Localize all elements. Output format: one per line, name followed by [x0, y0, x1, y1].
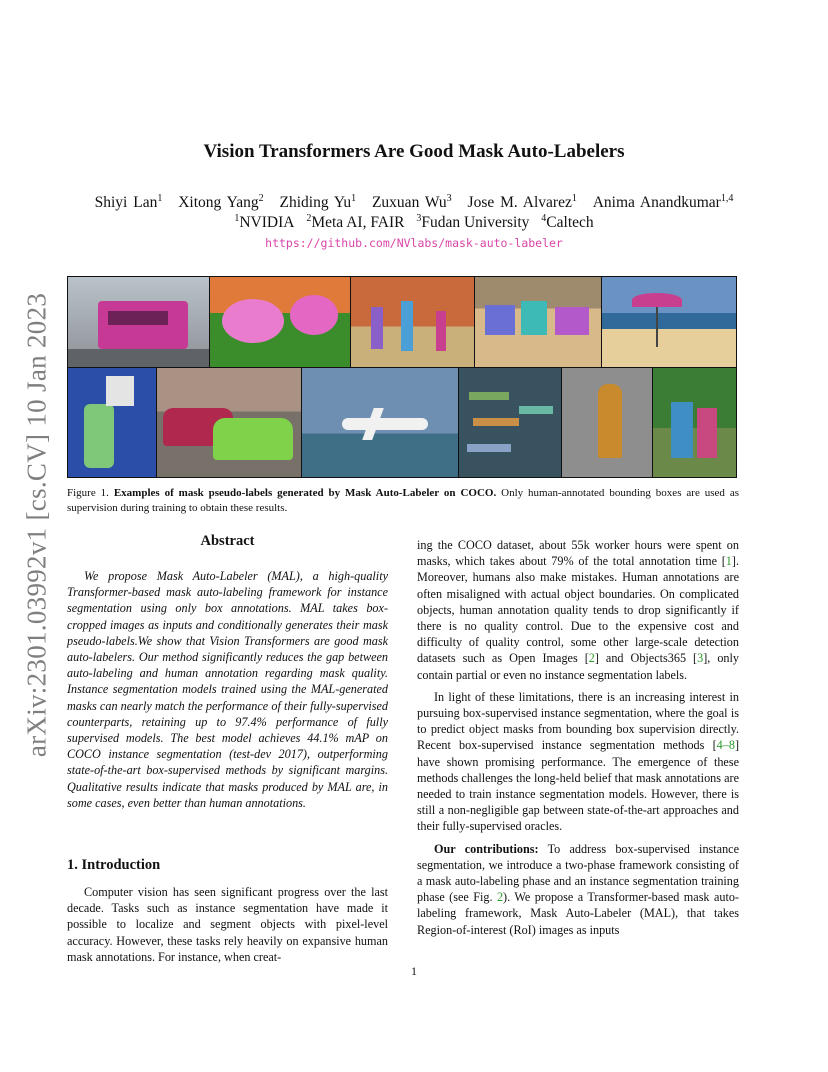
citation-link[interactable]: 4–8: [716, 738, 735, 753]
caption-label: Figure 1.: [67, 487, 109, 499]
author: Anima Anandkumar$^{1,4}$: [592, 193, 734, 212]
paper-title: Vision Transformers Are Good Mask Auto-Labelers: [203, 141, 625, 162]
author: Shiyi Lan$^1$: [94, 193, 163, 212]
abstract-text: [67, 568, 388, 811]
figure-1-caption: [67, 486, 739, 516]
section-heading-introduction: 1. Introduction: [67, 857, 161, 873]
page-number: 1: [411, 964, 417, 978]
figure-1-image-grid: [67, 276, 737, 478]
affiliation: $^1$NVIDIA: [234, 213, 295, 232]
code-url-link[interactable]: https://github.com/NVlabs/mask-auto-labeler: [265, 236, 563, 250]
figure-tile-beach: [602, 277, 736, 367]
contributions-paragraph: Our contributions: To address box-supervised instance segmentation, we introduce a two-phase framework consisting of a mask auto-labeling phase and an instance segmentation training phase (see Fig. 2). We propose a Transformer-based mask auto-labeling framework, Mask Auto-Labeler (MAL), that takes Region-of-interest (RoI) images as inputs: [417, 841, 739, 937]
right-column-text: [417, 537, 739, 944]
affiliation: $^3$Fudan University: [416, 213, 530, 232]
figure-tile-statue: [653, 368, 736, 477]
figure-tile-boats: [459, 368, 561, 477]
abstract-paragraph: We propose Mask Auto-Labeler (MAL), a high-quality Transformer-based mask auto-labeling framework for instance segmentation using only box annotations. MAL takes box-cropped images as inputs and conditionally generates their mask pseudo-labels.We show that Vision Transformers are good mask auto-labelers. Our method significantly reduces the gap between auto-labeling and human annotation regarding mask quality. Instance segmentation models trained using the MAL-generated masks can nearly match the performance of their fully-supervised counterparts, retaining up to 97.4% performance of fully supervised models. The best model achieves 44.1% mAP on COCO instance segmentation (test-dev 2017), outperforming state-of-the-art box-supervised methods by significant margins. Qualitative results indicate that masks produced by MAL are, in some cases, even better than human annotations.: [67, 569, 388, 810]
author: Xitong Yang$^2$: [178, 193, 264, 212]
affiliation-list: [0, 213, 828, 232]
contributions-label: Our contributions:: [434, 841, 539, 856]
figure-reference-link[interactable]: 2: [496, 890, 504, 905]
intro-paragraph: ing the COCO dataset, about 55k worker hours were spent on masks, which takes about 79% of the total annotation time [1]. Moreover, humans also make mistakes. Human annotations are often misaligned with actual object boundaries. On complicated objects, human annotation quality tends to drop significantly if there is no quality control. Due to the expensive cost and difficulty of quality control, some other large-scale detection datasets such as Open Images [2] and Objects365 [3], only contain partial or even no instance segmentation labels.: [417, 538, 739, 682]
figure-tile-bus: [68, 277, 209, 367]
caption-bold-text: Examples of mask pseudo-labels generated by Mask Auto-Labeler on COCO.: [113, 487, 497, 499]
figure-tile-players: [351, 277, 474, 367]
arxiv-identifier-text: arXiv:2301.03992v1 [cs.CV] 10 Jan 2023: [21, 292, 52, 758]
intro-paragraph: In light of these limitations, there is an increasing interest in pursuing box-supervised instance segmentation, where the goal is to predict object masks from bounding box supervision directly. Recent box-supervised instance segmentation methods [4–8] have shown promising performance. The emergence of these methods challenges the long-held belief that mask annotations are needed to train instance segmentation models. However, there is still a non-negligible gap between state-of-the-art approaches and their fully-supervised oracles.: [417, 689, 739, 834]
figure-tile-cars: [157, 368, 301, 477]
author: Zuxuan Wu$^3$: [371, 193, 452, 212]
affiliation: $^2$Meta AI, FAIR: [306, 213, 405, 232]
citation-link[interactable]: 1: [725, 554, 732, 569]
author: Jose M. Alvarez$^1$: [467, 193, 577, 212]
figure-tile-airplane: [302, 368, 458, 477]
arxiv-identifier: [17, 290, 57, 760]
author-list: [0, 193, 828, 212]
citation-link[interactable]: 3: [697, 651, 704, 666]
author: Zhiding Yu$^1$: [279, 193, 357, 212]
citation-link[interactable]: 2: [588, 651, 595, 666]
intro-paragraph: Computer vision has seen significant progress over the last decade. Tasks such as instance segmentation have made it possible to localize and segment objects with pixel-level accuracy. However, these tasks rely heavily on expansive human mask annotations. For instance, when creat-: [67, 885, 388, 964]
affiliation: $^4$Caltech: [541, 213, 594, 232]
figure-tile-sheep: [210, 277, 350, 367]
abstract-heading: Abstract: [200, 533, 255, 549]
caption-text: Only human-annotated bounding boxes are used as supervision during training to obtain these results.: [67, 487, 739, 514]
figure-tile-zebras: [475, 277, 601, 367]
figure-tile-phone: [68, 368, 156, 477]
figure-tile-pedestrian: [562, 368, 652, 477]
